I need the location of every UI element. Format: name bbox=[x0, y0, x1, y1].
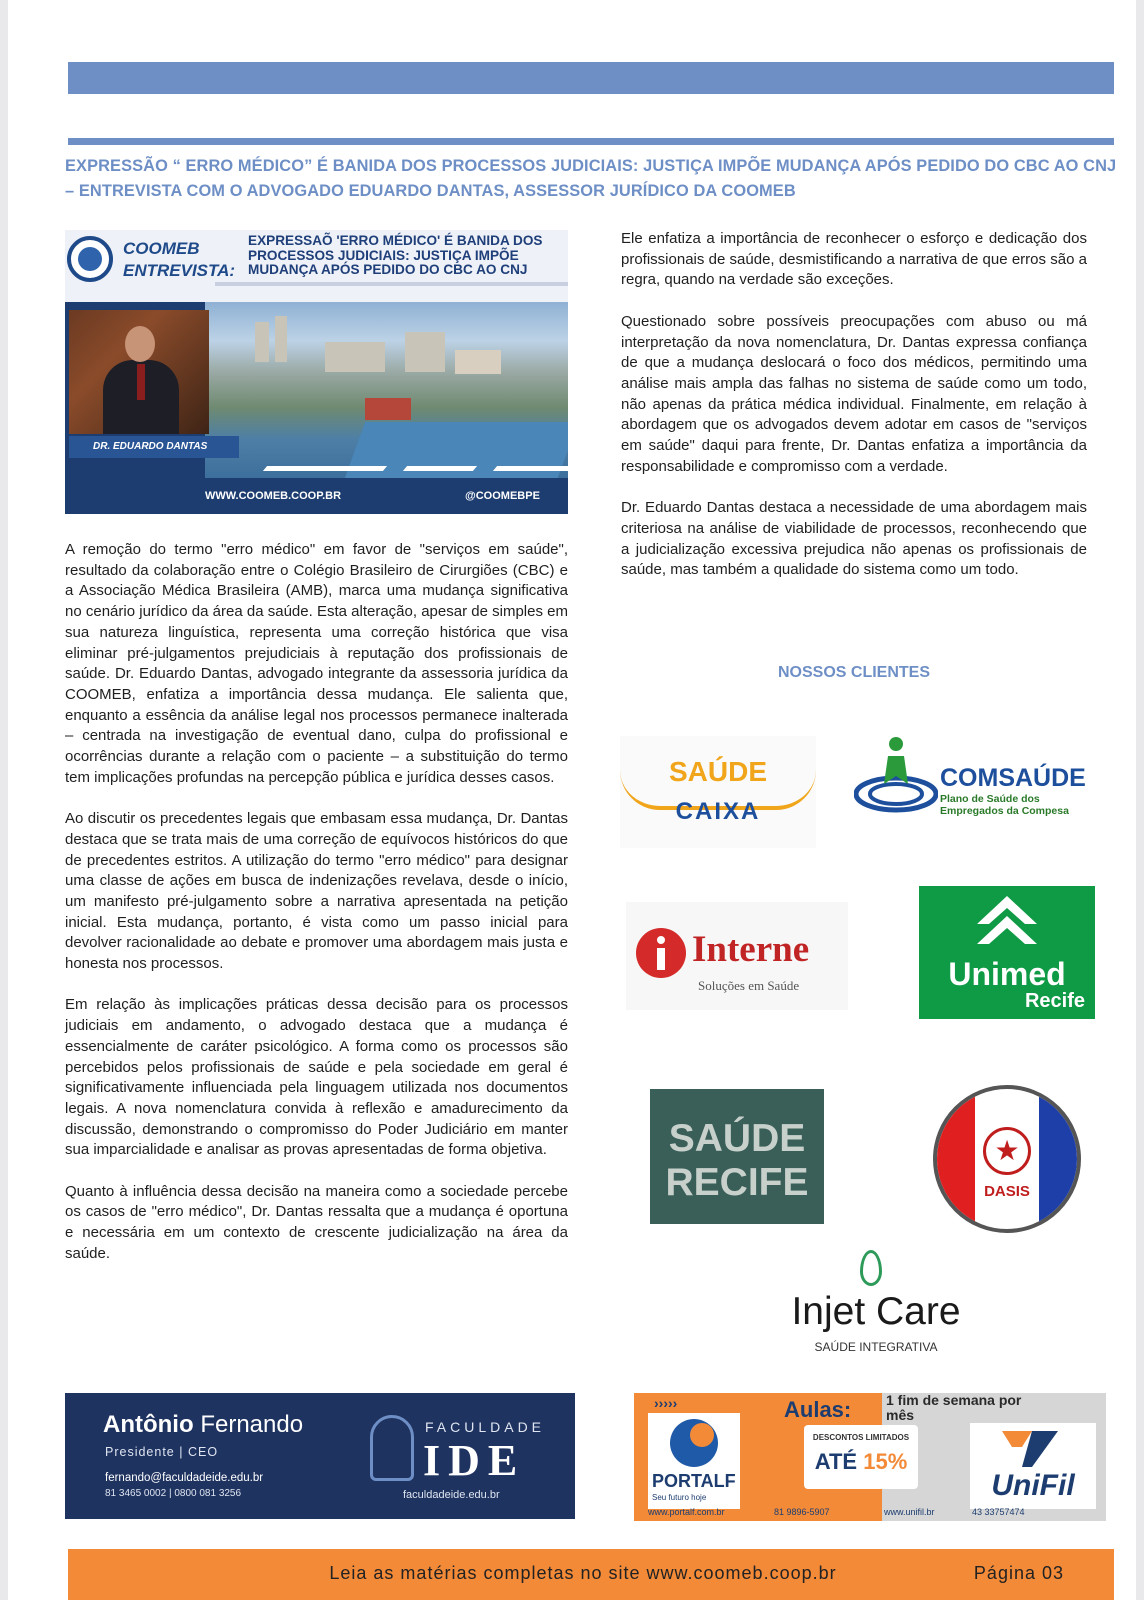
city-building bbox=[325, 342, 385, 372]
faculdade-ide-ad bbox=[65, 1393, 575, 1519]
city-building bbox=[255, 322, 269, 362]
header-band bbox=[68, 62, 1114, 94]
comsaude-subtitle bbox=[940, 794, 1069, 817]
saude-recife-logo bbox=[650, 1089, 824, 1224]
comsaude-name: COMSAÚDE bbox=[940, 764, 1086, 792]
ad-person-name bbox=[103, 1411, 303, 1439]
unimed-name: Unimed bbox=[948, 956, 1066, 992]
ad-site: faculdadeide.edu.br bbox=[403, 1489, 500, 1501]
clients-section-title: NOSSOS CLIENTES bbox=[777, 664, 931, 681]
unifil-mark-icon bbox=[1002, 1427, 1058, 1467]
article-paragraph: A remoção do termo "erro médico" em favor de "serviços em saúde", resultado da colaboração entre o Colégio Brasileiro de Cirurgiões (CBC) e a Associação Médica Brasileira (AMB), marca uma mudança significativa no cenário jurídico da área da saúde. Esta alteração, apesar de simples em sua natureza linguística, representa uma correção histórica que visa eliminar pré-julgamentos prejudiciais à reputação dos profissionais de saúde. Dr. Eduardo Dantas, advogado integrante da assessoria jurídica da COOMEB, enfatiza a importância dessa mudança. Ele salienta que, enquanto a essência da análise legal nos processos permanece inalterada – centrada na investigação de eventual dano, culpa do profissional e ocorrências durante a relação com o paciente – a substituição do termo tem implicações profundas na percepção pública e jurídica desses casos. bbox=[65, 541, 568, 786]
article-paragraph: Quanto à influência dessa decisão na maneira como a sociedade percebe os casos de "erro médico", Dr. Dantas ressalta que a mudança é oportuna e necessária em um contexto de crescente judicialização na área da saúde. bbox=[65, 1182, 568, 1262]
ad-role: Presidente | CEO bbox=[105, 1445, 219, 1459]
person-tie bbox=[137, 364, 145, 400]
discount-ate: ATÉ bbox=[814, 1449, 858, 1474]
saude-recife-text bbox=[650, 1117, 824, 1205]
city-building bbox=[405, 332, 445, 372]
unifil-phone: 43 33757474 bbox=[972, 1507, 1025, 1517]
page-number: Página 03 bbox=[973, 1563, 1064, 1583]
portalf-name: PORTALF bbox=[652, 1471, 736, 1491]
city-building bbox=[455, 350, 501, 374]
dasis-name: DASIS bbox=[984, 1183, 1030, 1200]
ad-ide: IDE bbox=[423, 1436, 526, 1485]
article-paragraph: Questionado sobre possíveis preocupações com abuso ou má interpretação da nova nomenclatura, Dr. Dantas expressa confiança de que a mudança deslocará o foco dos médicos, permitindo uma análise mais ampla das falhas no sistema de saúde como um todo, não apenas da prática médica individual. Finalmente, em relação à abordagem que os advogados devem adotar em casos de "serviços em saúde" daqui para frente, Dr. Dantas enfatiza a importância da responsabilidade e compromisso com a verdade. bbox=[621, 312, 1087, 475]
article-paragraph: Ao discutir os precedentes legais que embasam essa mudança, Dr. Dantas destaca que se trata mais de uma correção de equívocos históricos do que de precedentes estritos. A utilização do termo "erro médico" para designar uma classe de ações em busca de indenizações revelava, desde o início, um manifesto pré-julgamento sobre a narrativa apresentada na petição inicial. Esta mudança, portanto, é vista como um passo inicial para devolver racionalidade ao debate e promover uma abordagem mais justa e honesta nos processos. bbox=[65, 810, 568, 973]
person-head bbox=[125, 326, 155, 362]
info-icon bbox=[636, 928, 686, 978]
banner-stripe bbox=[493, 466, 568, 471]
injet-care-logo bbox=[756, 1250, 996, 1362]
arrows-icon: ››››› bbox=[654, 1395, 678, 1411]
article-paragraph: Em relação às implicações práticas dessa decisão para os processos judiciais em andamento, o advogado destaca que a mudança é essencialmente de caráter psicológico. A forma como os processos são percebidos pelos profissionais de saúde e pela sociedade em geral é significativamente influenciada pela linguagem utilizada nos documentos legais. A nova nomenclatura convida à reflexão e amadurecimento da discussão, demonstrando o compromisso do Poder Judiciário em manter sua imparcialidade e analisar as provas apresentadas de forma objetiva. bbox=[65, 996, 568, 1159]
portalf-slogan: Seu futuro hoje bbox=[652, 1493, 707, 1502]
city-photo bbox=[205, 302, 568, 478]
page-footer bbox=[68, 1549, 1114, 1600]
dasis-logo bbox=[933, 1085, 1081, 1233]
ad-email: fernando@faculdadeide.edu.br bbox=[105, 1472, 264, 1484]
comsaude-symbol-icon bbox=[854, 734, 938, 816]
banner-stripe bbox=[403, 466, 477, 471]
dasis-blue-band bbox=[1039, 1089, 1077, 1233]
star-icon: ★ bbox=[983, 1127, 1031, 1175]
interview-banner bbox=[65, 230, 568, 514]
unifil-name: UniFil bbox=[991, 1469, 1075, 1502]
ad-first-name: Antônio bbox=[103, 1411, 194, 1438]
comsaude-logo bbox=[848, 730, 1096, 830]
banner-site: WWW.COOMEB.COOP.BR bbox=[205, 490, 342, 502]
drop-icon bbox=[860, 1250, 882, 1286]
header-rule bbox=[68, 138, 1114, 145]
discount-card bbox=[804, 1425, 918, 1489]
ad-faculdade: FACULDADE bbox=[425, 1419, 546, 1435]
saude-caixa-line1: SAÚDE bbox=[668, 756, 767, 787]
article-paragraph: Ele enfatiza a importância de reconhecer o esforço e dedicação dos profissionais de saúde, desmistificando a narrativa de que erros são a regra, quando na verdade são exceções. bbox=[621, 230, 1087, 289]
city-building bbox=[365, 398, 411, 420]
discount-pct: 15% bbox=[863, 1449, 908, 1474]
unifil-ad bbox=[634, 1393, 1106, 1521]
dasis-red-band bbox=[937, 1089, 975, 1233]
portalf-phone: 81 9896-5907 bbox=[774, 1507, 830, 1517]
city-building bbox=[275, 316, 287, 362]
article-paragraph: Dr. Eduardo Dantas destaca a necessidade de uma abordagem mais criteriosa na análise de viabilidade de processos, reconhecendo que a judicialização excessiva prejudica não apenas os profissionais de saúde, mas também a qualidade do sistema como um todo. bbox=[621, 499, 1087, 579]
unimed-city: Recife bbox=[1024, 990, 1085, 1012]
portalf-logo bbox=[648, 1413, 740, 1509]
interne-subtitle: Soluções em Saúde bbox=[698, 978, 800, 993]
injet-subtitle: SAÚDE INTEGRATIVA bbox=[814, 1340, 938, 1354]
saude-recife-line2: RECIFE bbox=[665, 1161, 809, 1204]
ide-emblem-icon bbox=[370, 1415, 414, 1481]
interne-logo bbox=[626, 902, 848, 1010]
unifil-logo bbox=[970, 1423, 1096, 1509]
banner-person-name: DR. EDUARDO DANTAS bbox=[69, 436, 239, 458]
ad-fim-semana: 1 fim de semana por mês bbox=[886, 1393, 1022, 1423]
person-photo bbox=[69, 310, 209, 434]
unimed-logo bbox=[919, 886, 1095, 1019]
coomeb-logo-icon bbox=[67, 236, 113, 282]
ad-aulas: Aulas: bbox=[784, 1397, 852, 1422]
ad-phone: 81 3465 0002 | 0800 081 3256 bbox=[105, 1488, 242, 1499]
discount-value bbox=[804, 1449, 918, 1475]
unifil-site: www.unifil.br bbox=[884, 1507, 935, 1517]
ad-last-name: Fernando bbox=[200, 1411, 304, 1438]
portalf-site: www.portalf.com.br bbox=[648, 1507, 725, 1517]
newsletter-page bbox=[8, 0, 1136, 1600]
saude-caixa-line2: CAIXA bbox=[675, 798, 761, 825]
article-right-column bbox=[621, 229, 1087, 602]
interne-name: Interne bbox=[692, 929, 810, 970]
article-headline: EXPRESSÃO “ ERRO MÉDICO” É BANIDA DOS PROCESSOS JUDICIAIS: JUSTIÇA IMPÕE MUDANÇA APÓS PEDIDO DO CBC AO CNJ – ENTREVISTA COM O ADVOGADO EDUARDO DANTAS, ASSESSOR JURÍDICO DA COOMEB bbox=[65, 157, 1117, 200]
banner-brand-line2: ENTREVISTA: bbox=[123, 261, 236, 280]
comsaude-sub2: Empregados da Compesa bbox=[940, 804, 1069, 817]
saude-recife-line1: SAÚDE bbox=[668, 1117, 806, 1160]
footer-text: Leia as matérias completas no site www.coomeb.coop.br bbox=[329, 1563, 837, 1583]
banner-instagram: @COOMEBPE bbox=[465, 490, 540, 502]
banner-title: EXPRESSAÕ 'ERRO MÉDICO' É BANIDA DOS PROCESSOS JUDICIAIS: JUSTIÇA IMPÕE MUDANÇA APÓS PEDIDO DO CBC AO CNJ bbox=[248, 233, 543, 277]
comsaude-sub1: Plano de Saúde dos bbox=[940, 793, 1040, 805]
article-left-column bbox=[65, 540, 568, 1285]
banner-stripe bbox=[263, 466, 387, 471]
unimed-tree-icon bbox=[919, 886, 1095, 956]
banner-brand bbox=[123, 238, 235, 282]
banner-brand-line1: COOMEB bbox=[123, 239, 200, 258]
portalf-circle-icon bbox=[670, 1419, 718, 1467]
discount-label: DESCONTOS LIMITADOS bbox=[812, 1433, 910, 1442]
saude-caixa-logo bbox=[620, 736, 816, 848]
injet-name: Injet Care bbox=[791, 1290, 961, 1333]
